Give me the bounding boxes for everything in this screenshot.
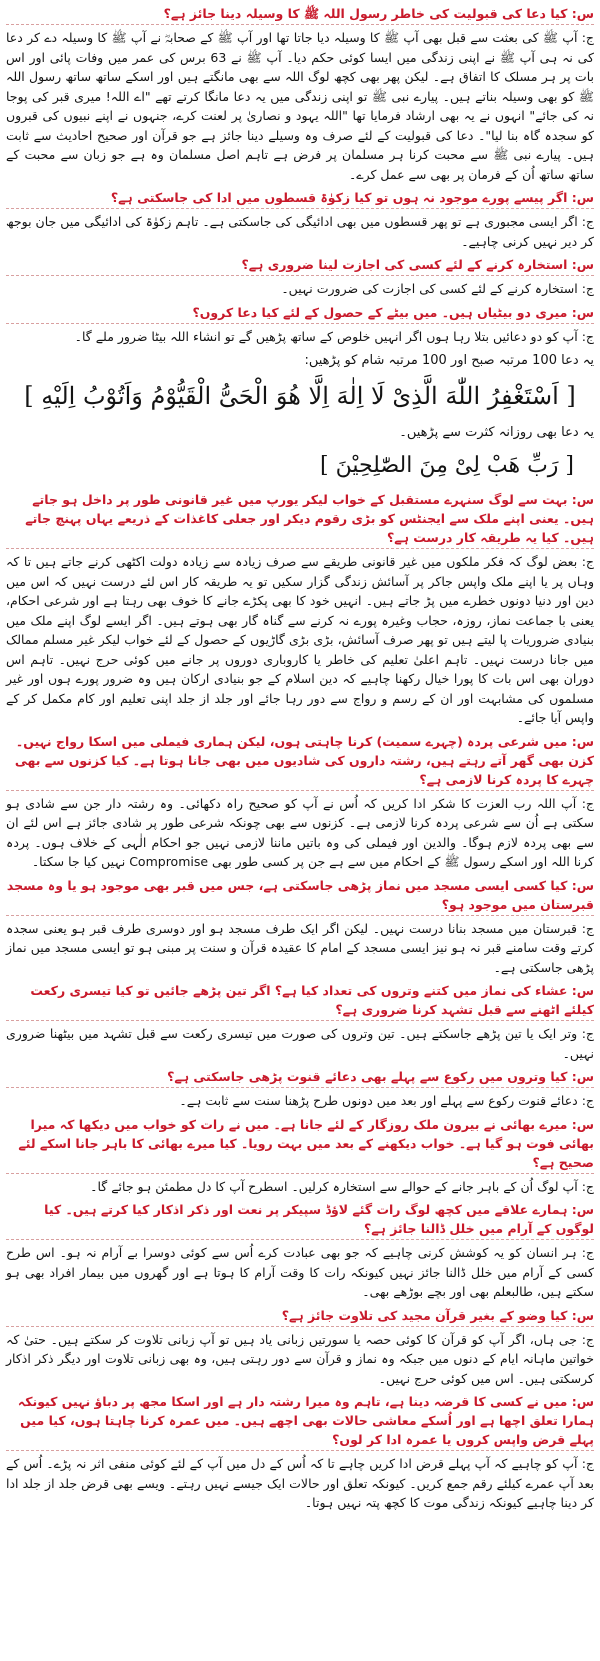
qa-block-5 (6, 490, 594, 728)
question-8: س: عشاء کی نماز میں کتنے وتروں کی تعداد کیا ہے؟ اگر تین پڑھے جائیں تو کیا تیسری رکعت کیلئے اٹھنے سے قبل تشہد کرنا ضروری ہے؟ (6, 981, 594, 1021)
answer-2: ج: اگر ایسی مجبوری ہے تو پھر قسطوں میں بھی ادائیگی کی جاسکتی ہے۔ تاہم زکوٰۃ کی ادائیگی میں جان بوجھ کر دیر نہیں کرنی چاہیے۔ (6, 214, 594, 249)
question-1: س: کیا دعا کی قبولیت کی خاطر رسول اللہ ﷺ کا وسیلہ دینا جائز ہے؟ (6, 4, 594, 25)
answer-6-tail: نہیں کیا جا سکتا۔ (31, 854, 126, 869)
answer-1: ج: آپ ﷺ کی بعثت سے قبل بھی آپ ﷺ کا وسیلہ دیا جاتا تھا اور آپ ﷺ کے صحابہؓ نے آپ ﷺ کا وسیلہ دے کر دعا کی نہ ہی آپ ﷺ نے اپنی زندگی میں ایسا کوئی حکم دیا۔ آپ ﷺ نے 63 برس کی عمر میں وفات پائی اور اس بات پر ہر مسلک کا اتفاق ہے۔ لیکن پھر بھی کچھ لوگ اللہ سے بھی مانگتے ہیں اور اسکے ساتھ ساتھ رسول اللہ ﷺ کو بھی وسیلہ بناتے ہیں۔ پیارے نبی ﷺ تو اپنی زندگی میں یہ دعا مانگا کرتے تھے "اے اللہ! میری قبر کی پوجا نہ کی جائے" انہوں نے یہ بھی ارشاد فرمایا تھا "اللہ یہود و نصاریٰ پر لعنت کرے، جنہوں نے اپنے نبیوں کی قبروں کو سجدہ گاہ بنا لیا"۔ دعا کی قبولیت کے لئے صرف وہ وسیلے دینا جائز ہے جو قرآن اور صحیح احادیث سے ثابت ہیں۔ پیارے نبی ﷺ سے محبت کرنا ہر مسلمان پر فرض ہے تاہم اصل مسلمان وہ ہے جو زبان سے محبت کے ساتھ ساتھ اُن کے فرمان پر بھی سے عمل کرے۔ (6, 30, 594, 182)
question-2: س: اگر پیسے پورے موجود نہ ہوں تو کیا زکوٰۃ قسطوں میں ادا کی جاسکتی ہے؟ (6, 188, 594, 209)
answer-6-text: ج: آپ اللہ رب العزت کا شکر ادا کریں کہ اُس نے آپ کو صحیح راہ دکھائی۔ وہ رشتہ دار جن سے شادی ہو سکتی ہے اُن سے شرعی پردہ کرنا لازمی ہے۔ کزنوں سے بھی چونکہ شرعی طور پر شادی جائز ہے اس لئے ان سے بھی پردہ لازم ہوگا۔ والدین اور فیملی کی وہ باتیں ماننا لازمی نہیں جو احکام الٰہی کے خلاف ہوں۔ پردہ کرنا اللہ اور اسکے رسول ﷺ کے احکام میں سے ہے جن پر کسی طور بھی (6, 795, 594, 869)
qa-block-3 (6, 255, 594, 299)
question-4: س: میری دو بیٹیاں ہیں۔ میں بیٹے کے حصول کے لئے کیا دعا کروں؟ (6, 303, 594, 324)
qa-block-9 (6, 1067, 594, 1111)
answer-3: ج: استخارہ کرنے کے لئے کسی کی اجازت کی ضرورت نہیں۔ (281, 281, 594, 296)
answer-13: ج: آپ کو چاہیے کہ آپ پہلے قرض ادا کریں چاہے تا کہ اُس کے دل میں آپ کے لئے کوئی منفی اثر نہ پڑے۔ اُس کے بعد آپ عمرے کیلئے رقم جمع کریں۔ کیونکہ تعلق اور حالات ایک جیسے نہیں رہتے۔ ویسے بھی قرض جلد از جلد ادا کر دینا چاہیے کیونکہ زندگی موت کا کچھ پتہ نہیں ہوتا۔ (6, 1456, 594, 1510)
answer-6 (6, 794, 594, 872)
qa-block-13 (6, 1392, 594, 1513)
answer-5: ج: بعض لوگ کہ فکر ملکوں میں غیر قانونی طریقے سے صرف زیادہ سے زیادہ دولت اکٹھی کرنے جاتے ہیں تا کہ وہاں پر یا اپنے ملک واپس جاکر پر آسائش زندگی گزار سکیں تو یہ طریقہ کار اس لئے درست نہیں کہ اس میں دین اور دنیا دونوں خطرے میں پڑ جاتے ہیں۔ انہیں خود کا بھی پکڑے جانے کا خوف بھی رہتا ہے اور شرعی احکام، یعنی با جماعت نماز، روزہ، حجاب وغیرہ پورے نہ کرنے سے گناہ گار بھی ہوتے ہیں۔ اگر ایسے لوگ اپنے ملک میں بنیادی ضروریات پا لیتے ہیں تو پھر صرف آسائش، بڑی بڑی گاڑیوں کے حصول کے لئے خواب لیکر غیر مسلم ممالک میں جانا درست نہیں۔ تاہم اعلیٰ تعلیم کی خاطر یا کاروباری دوروں پر جانے میں کوئی حرج نہیں۔ تاہم اس دوران بھی اس بات کا پورا خیال رکھنا چاہیے کہ دین اسلام کے جو بنیادی ارکان ہیں وہ ضرور پورے ہوں اور غیر مسلموں کی مشابہت اور ان کے رسم و رواج سے دور رہا جائے اور جلد از جلد اپنی تعلیم اور کام مکمل کر کے واپس آیا جائے۔ (6, 554, 594, 725)
dua-2-arabic: [ رَبِّ هَبْ لِیْ مِنَ الصّٰلِحِیْنَ ] (320, 453, 574, 478)
qa-block-10 (6, 1115, 594, 1197)
dua-1-intro: یہ دعا 100 مرتبہ صبح اور 100 مرتبہ شام کو پڑھیں: (304, 353, 594, 368)
question-10: س: میرے بھائی نے بیرون ملک روزگار کے لئے جانا ہے۔ میں نے رات کو خواب میں دیکھا کہ میرا بھائی فوت ہو گیا ہے۔ خواب دیکھنے کے بعد میں بہت رویا۔ کیا میرے بھائی کا باہر جانا اسکے لئے صحیح ہے؟ (6, 1115, 594, 1174)
qa-block-11 (6, 1200, 594, 1302)
qa-block-7 (6, 876, 594, 978)
answer-11: ج: ہر انسان کو یہ کوشش کرنی چاہیے کہ جو بھی عبادت کرے اُس سے کوئی دوسرا بے آرام نہ ہو۔ اس طرح کسی کے آرام میں خلل ڈالنا جائز نہیں کیونکہ رات کا وقت آرام کا ہوتا ہے اور گھروں میں بیمار افراد بھی ہو سکتے ہیں، طالبعلم بھی اور بچے بوڑھے بھی۔ (6, 1245, 594, 1299)
question-12: س: کیا وضو کے بغیر قرآن مجید کی تلاوت جائز ہے؟ (6, 1306, 594, 1327)
qa-block-12 (6, 1306, 594, 1389)
qa-block-1 (6, 4, 594, 184)
answer-10: ج: آپ لوگ اُن کے باہر جانے کے حوالے سے استخارہ کرلیں۔ اسطرح آپ کا دل مطمئن ہو جائے گا۔ (90, 1178, 594, 1194)
question-9: س: کیا وتروں میں رکوع سے پہلے بھی دعائے قنوت پڑھی جاسکتی ہے؟ (6, 1067, 594, 1088)
answer-12: ج: جی ہاں، اگر آپ کو قرآن کا کوئی حصہ یا سورتیں زبانی یاد ہیں تو آپ زبانی تلاوت کر سکتے ہیں۔ حتیٰ کہ خواتین ماہانہ ایام کے دنوں میں جبکہ وہ نماز و قرآن سے دور رہتی ہیں، وہ بھی زبانی تلاوت اور دیگر ذکر اذکار کرسکتی ہیں۔ اس میں کوئی حرج نہیں۔ (6, 1331, 594, 1386)
question-13: س: میں نے کسی کا قرضہ دینا ہے، تاہم وہ میرا رشتہ دار ہے اور اسکا مجھ پر دباؤ نہیں کیونکہ ہمارا تعلق اچھا ہے اور اُسکے معاشی حالات بھی اچھے ہیں۔ میں عمرہ کرنا چاہتا ہوں، کیا میں پہلے قرض واپس کروں یا عمرہ ادا کر لوں؟ (6, 1392, 594, 1451)
question-11: س: ہمارے علاقے میں کچھ لوگ رات گئے لاؤڈ سپیکر پر نعت اور ذکر اذکار کیا کرتے ہیں۔ کیا لوگوں کے آرام میں خلل ڈالنا جائز ہے؟ (6, 1200, 594, 1240)
answer-9: ج: دعائے قنوت رکوع سے پہلے اور بعد میں دونوں طرح پڑھنا سنت سے ثابت ہے۔ (179, 1093, 594, 1108)
question-5: س: بہت سے لوگ سنہرے مستقبل کے خواب لیکر یورپ میں غیر قانونی طور پر داخل ہو جاتے ہیں۔ یعنی اپنے ملک سے ایجنٹس کو بڑی رقوم دیکر اور جعلی کاغذات کے ذریعے یہاں پہنچ جاتے ہیں۔ کیا یہ طریقہ کار درست ہے؟ (6, 490, 594, 549)
dua-2-intro: یہ دعا بھی روزانہ کثرت سے پڑھیں۔ (399, 425, 594, 440)
answer-8: ج: وتر ایک یا تین پڑھے جاسکتے ہیں۔ تین وتروں کی صورت میں تیسری رکعت سے قبل تشہد میں بیٹھنا ضروری نہیں۔ (6, 1026, 594, 1061)
question-7: س: کیا کسی ایسی مسجد میں نماز پڑھی جاسکتی ہے، جس میں قبر بھی موجود ہو یا وہ مسجد قبرستان میں موجود ہو؟ (6, 876, 594, 916)
qa-block-8 (6, 981, 594, 1063)
question-6: س: میں شرعی پردہ (چہرے سمیت) کرنا چاہتی ہوں، لیکن ہماری فیملی میں اسکا رواج نہیں۔ کزن بھی گھر آتے رہتے ہیں، رشتہ داروں کی شادیوں میں بھی جانا ہوتا ہے۔ کیا کزنوں سے بھی چہرے کا پردہ کرنا لازمی ہے؟ (6, 732, 594, 791)
answer-6-latin-word: Compromise (129, 854, 209, 869)
qa-block-6 (6, 732, 594, 872)
answer-7: ج: قبرستان میں مسجد بنانا درست نہیں۔ لیکن اگر ایک طرف مسجد ہو اور دوسری طرف قبر ہو یعنی سجدہ کرتے وقت سامنے قبر نہ ہو نیز ایسی مسجد کے امام کا عقیدہ قرآن و سنت پر مبنی ہو تو ایسی مسجد میں نماز پڑھی جاسکتی ہے۔ (6, 920, 594, 975)
qa-block-4 (6, 303, 594, 347)
answer-4: ج: آپ کو دو دعائیں بتلا رہا ہوں اگر انہیں خلوص کے ساتھ پڑھیں گے تو انشاء اللہ بیٹا ضرور ملے گا۔ (74, 328, 594, 344)
dua-1-arabic: [ اَسْتَغْفِرُ اللّٰهَ الَّذِیْ لَا اِلٰهَ اِلَّا هُوَ الْحَیُّ الْقَیُّوْمُ وَاَتُوْبُ اِلَیْهِ ] (24, 382, 576, 410)
question-3: س: استخارہ کرنے کے لئے کسی کی اجازت لینا ضروری ہے؟ (6, 255, 594, 276)
qa-block-2 (6, 188, 594, 251)
